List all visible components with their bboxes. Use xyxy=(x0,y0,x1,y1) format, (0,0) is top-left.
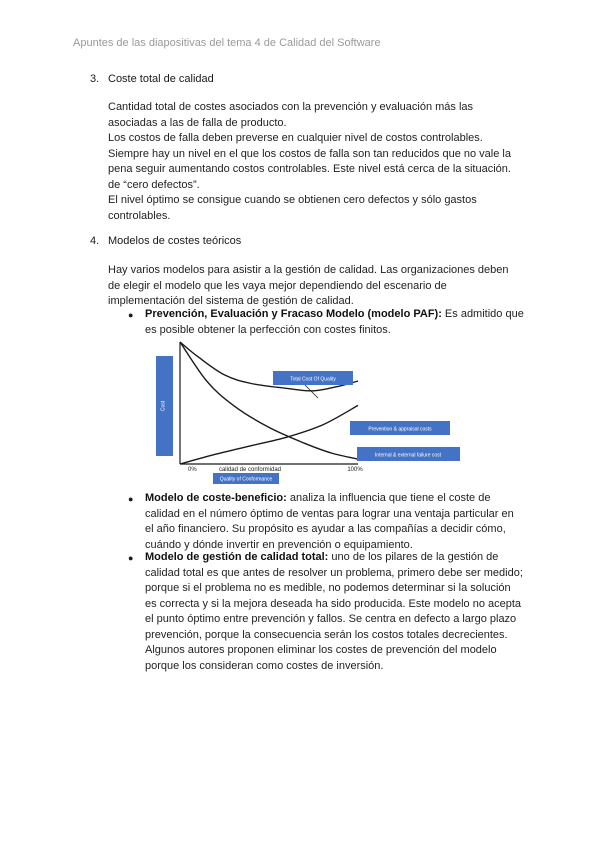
bullet-icon: ● xyxy=(128,310,134,320)
section-4-number: 4. xyxy=(90,235,100,247)
text-line: El nivel óptimo se consigue cuando se obtienen cero defectos y sólo gastos xyxy=(108,194,477,206)
text-line: implementación del sistema de gestión de calidad. xyxy=(108,295,354,307)
x-tick-1: calidad de conformidad xyxy=(218,467,282,473)
prevention-label: Prevention & appraisal costs xyxy=(368,426,432,433)
bullet-paf xyxy=(145,307,524,338)
prevention-cost-curve xyxy=(180,405,358,464)
text-line: el punto óptimo entre prevención y fallos. Se centra en defecto a largo plazo xyxy=(145,613,517,625)
bullet-title: Modelo de gestión de calidad total: xyxy=(145,551,329,563)
text-line: calidad en el número óptimo de ventas para lograr una ventaja particular en xyxy=(145,507,514,520)
total-cost-pointer xyxy=(305,385,318,398)
bullet-text: analiza la influencia que tiene el coste de xyxy=(286,492,491,504)
failure-label: Internal & external failure cost xyxy=(374,452,442,459)
x-tick-0: 0% xyxy=(188,467,197,473)
text-line: prevención, porque la consecuencia serán los costos totales decrecientes. xyxy=(145,628,508,641)
text-line: Hay varios modelos para asistir a la gestión de calidad. Las organizaciones deben xyxy=(108,264,509,276)
text-line: de “cero defectos”. xyxy=(108,178,200,191)
bullet-tqm xyxy=(145,550,523,674)
text-line: calidad total es que antes de resolver un problema, primero debe ser medido; xyxy=(145,566,523,579)
text-line: el año financiero. Su propósito es ayudar a las compañías a decidir cómo, xyxy=(145,523,506,535)
text-line: controlables. xyxy=(108,209,171,222)
bullet-icon: ● xyxy=(128,494,134,504)
text-line: asociadas a las de falla de producto. xyxy=(108,116,287,129)
y-axis-label: Cost xyxy=(160,400,167,412)
x-tick-2: 100% xyxy=(347,467,363,473)
text-line: Los costos de falla deben preverse en cualquier nivel de costos controlables. xyxy=(108,132,483,144)
section-3-number: 3. xyxy=(90,73,100,85)
section-4-intro xyxy=(108,263,509,310)
bullet-cost-benefit xyxy=(145,491,514,553)
section-4-title: Modelos de costes teóricos xyxy=(108,235,242,247)
total-cost-label: Total Cost Of Quality xyxy=(290,376,336,383)
bullet-text: Es admitido que xyxy=(441,308,524,320)
text-line: Siempre hay un nivel en el que los costos de falla son tan reducidos que no vale la xyxy=(108,147,511,160)
page-header: Apuntes de las diapositivas del tema 4 de Calidad del Software xyxy=(73,37,381,49)
cost-of-quality-chart xyxy=(150,338,460,486)
text-line: de elegir el modelo que les vaya mejor dependiendo del escenario de xyxy=(108,279,447,292)
bullet-title: Prevención, Evaluación y Fracaso Modelo (modelo PAF): xyxy=(145,308,442,320)
text-line: Cantidad total de costes asociados con la prevención y evaluación más las xyxy=(108,101,474,113)
text-line: porque los consideran como costes de inversión. xyxy=(145,659,384,672)
bullet-icon: ● xyxy=(128,553,134,563)
x-axis-label: Quality of Conformance xyxy=(219,476,273,483)
text-line: porque si el problema no es medible, no podemos determinar si la solución xyxy=(145,582,511,594)
section-3-paragraph xyxy=(108,100,511,224)
section-3-title: Coste total de calidad xyxy=(108,73,214,85)
bullet-title: Modelo de coste-beneficio: xyxy=(145,492,287,504)
text-line: es posible obtener la perfección con costes finitos. xyxy=(145,323,391,336)
text-line: es correcta y si la mejora deseada ha sido producida. Este modelo no acepta xyxy=(145,597,522,610)
text-line: cuándo y dónde invertir en prevención o equipamiento. xyxy=(145,538,413,551)
bullet-text: uno de los pilares de la gestión de xyxy=(328,551,499,563)
text-line: pena seguir aumentando costos controlables. Este nivel está cerca de la situación. xyxy=(108,163,511,175)
text-line: Algunos autores proponen eliminar los costes de prevención del modelo xyxy=(145,644,497,656)
